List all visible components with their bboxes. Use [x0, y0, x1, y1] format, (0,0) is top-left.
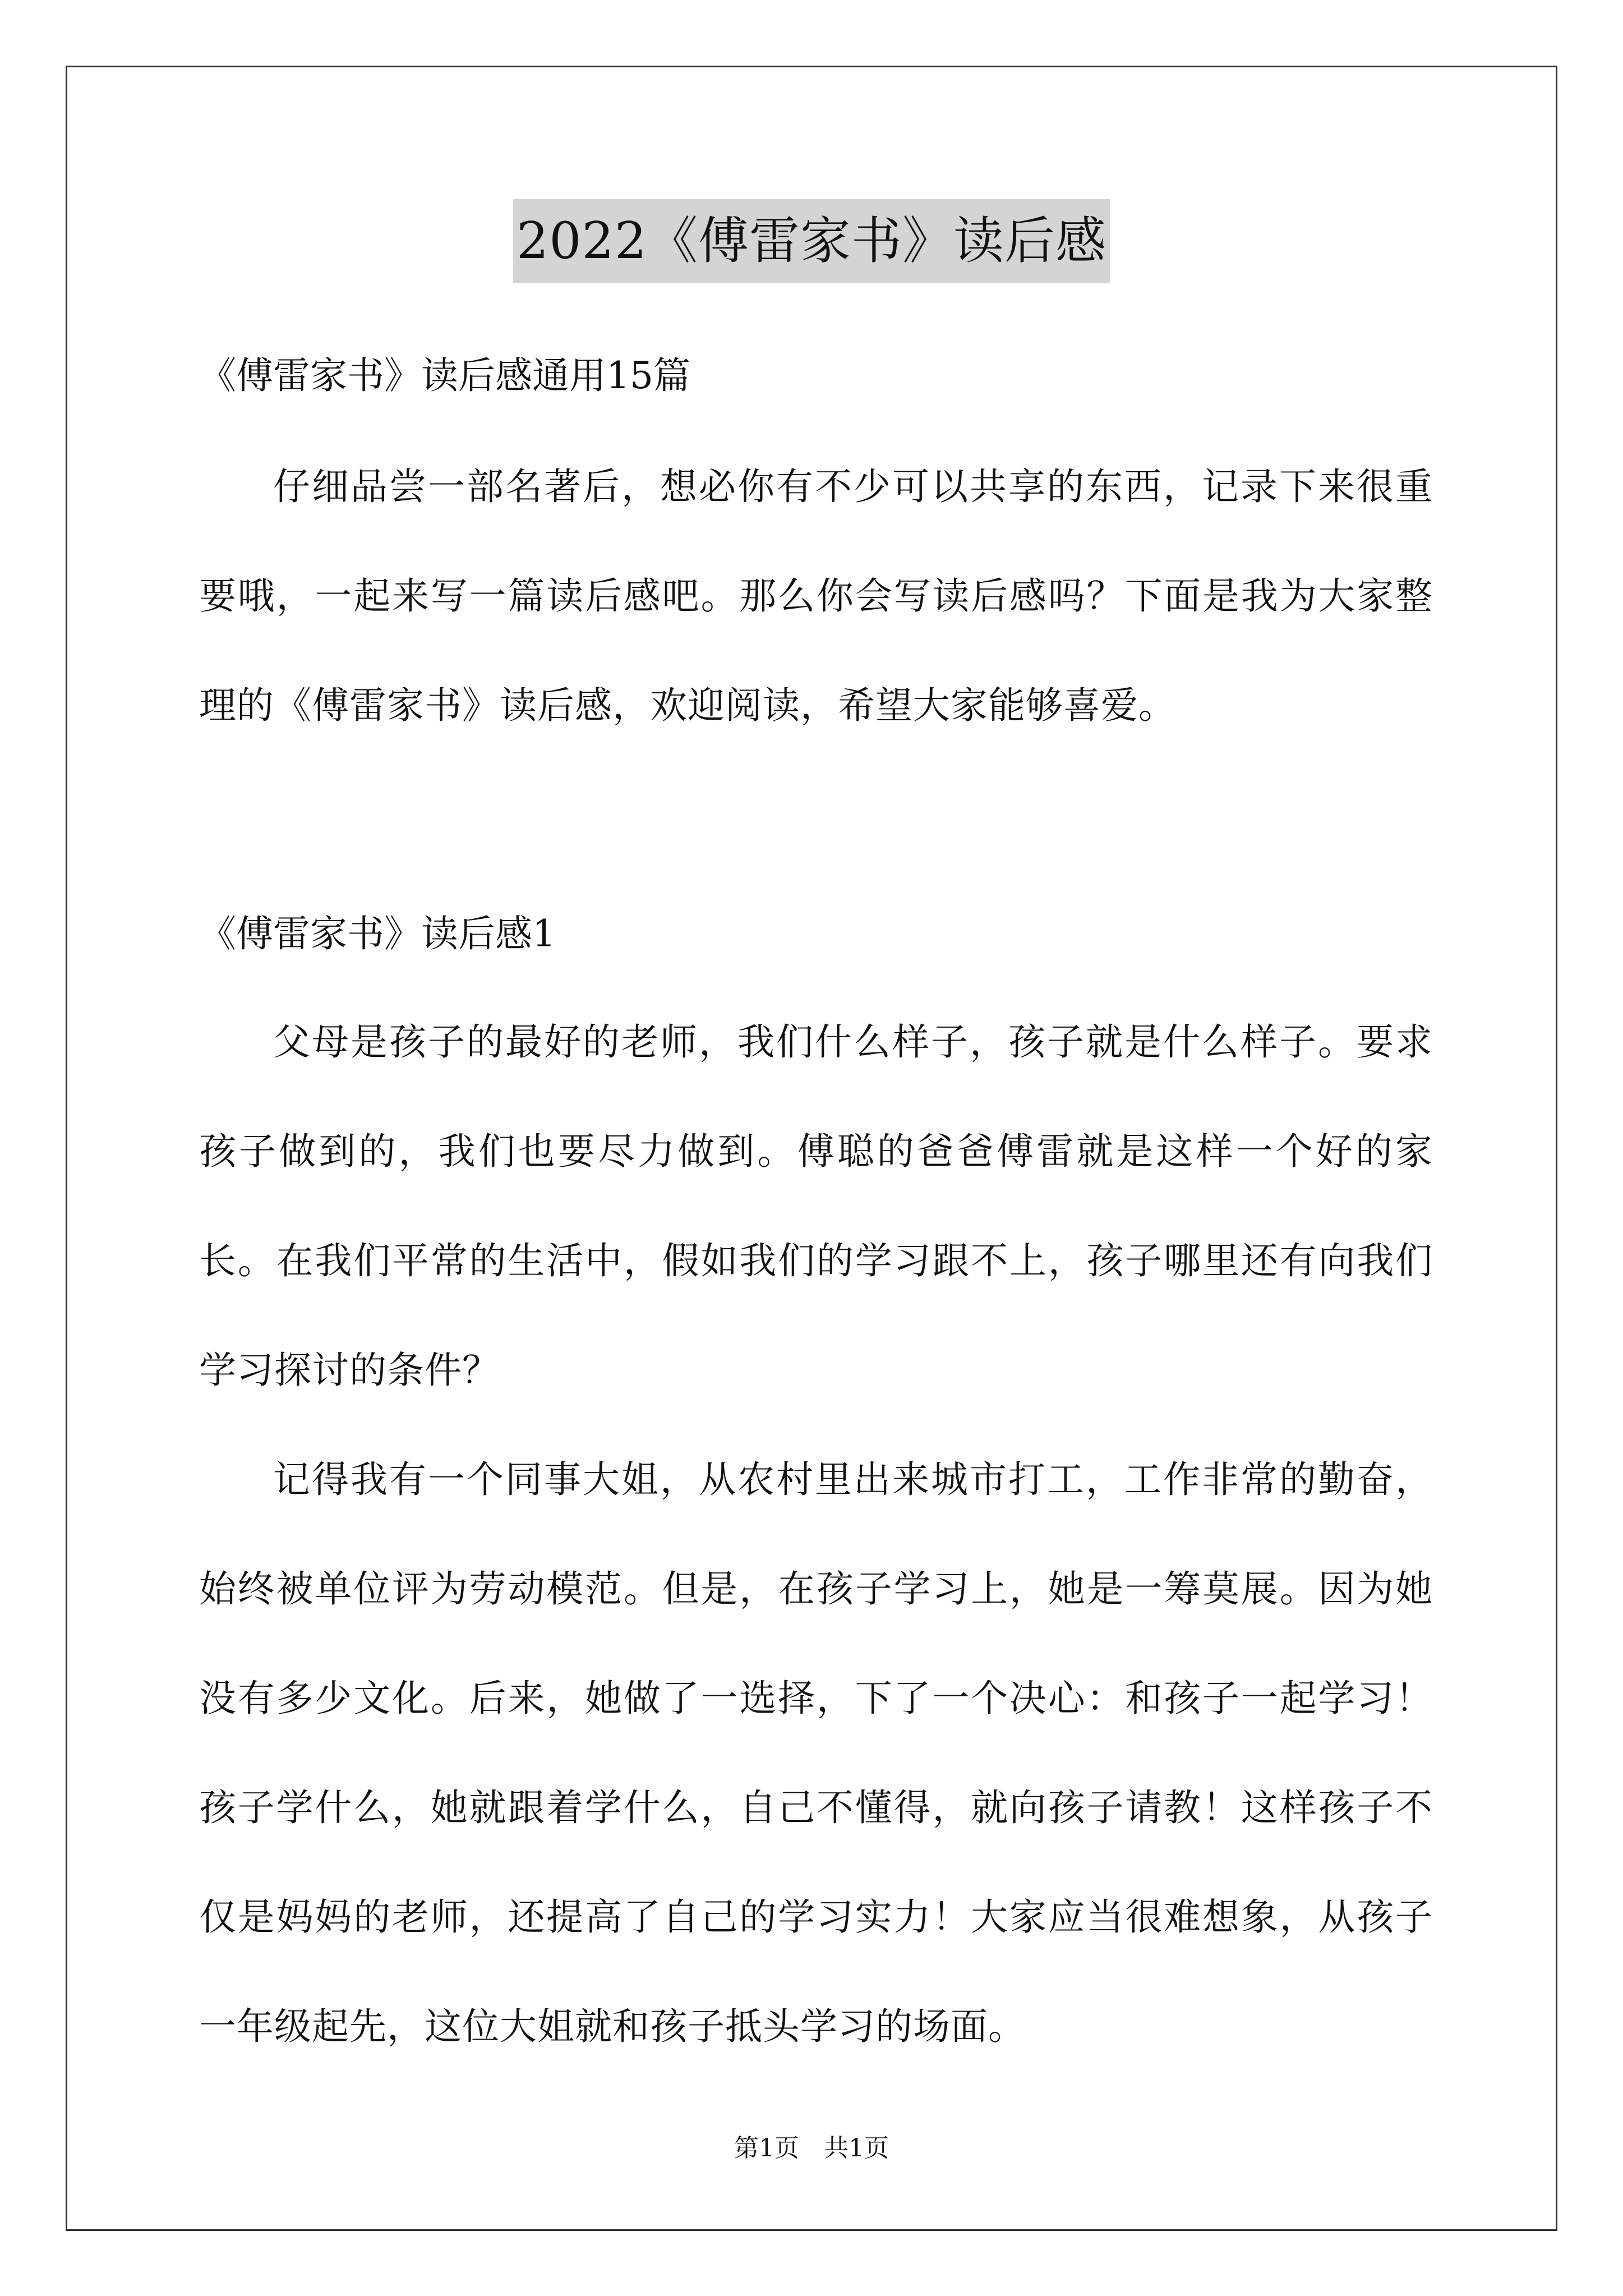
document-title: 2022《傅雷家书》读后感 — [513, 199, 1110, 283]
section-heading: 《傅雷家书》读后感1 — [199, 912, 556, 955]
title-container — [0, 199, 1623, 283]
document-subtitle: 《傅雷家书》读后感通用15篇 — [199, 354, 690, 397]
body-paragraph: 父母是孩子的最好的老师，我们什么样子，孩子就是什么样子。要求孩子做到的，我们也要尽力做到。傅聪的爸爸傅雷就是这样一个好的家长。在我们平常的生活中，假如我们的学习跟不上，孩子哪里还有向我们学习探讨的条件？ — [199, 1020, 1433, 1392]
body-paragraph: 记得我有一个同事大姐，从农村里出来城市打工，工作非常的勤奋，始终被单位评为劳动模范。但是，在孩子学习上，她是一筹莫展。因为她没有多少文化。后来，她做了一选择，下了一个决心：和孩子一起学习！孩子学什么，她就跟着学什么，自己不懂得，就向孩子请教！这样孩子不仅是妈妈的老师，还提高了自己的学习实力！大家应当很难想象，从孩子一年级起先，这位大姐就和孩子抵头学习的场面。 — [199, 1458, 1433, 2048]
page-footer: 第1页 共1页 — [734, 2134, 889, 2162]
document-body — [199, 337, 1433, 2081]
intro-paragraph: 仔细品尝一部名著后，想必你有不少可以共享的东西，记录下来很重要哦，一起来写一篇读后感吧。那么你会写读后感吗？下面是我为大家整理的《傅雷家书》读后感，欢迎阅读，希望大家能够喜爱。 — [199, 465, 1433, 727]
